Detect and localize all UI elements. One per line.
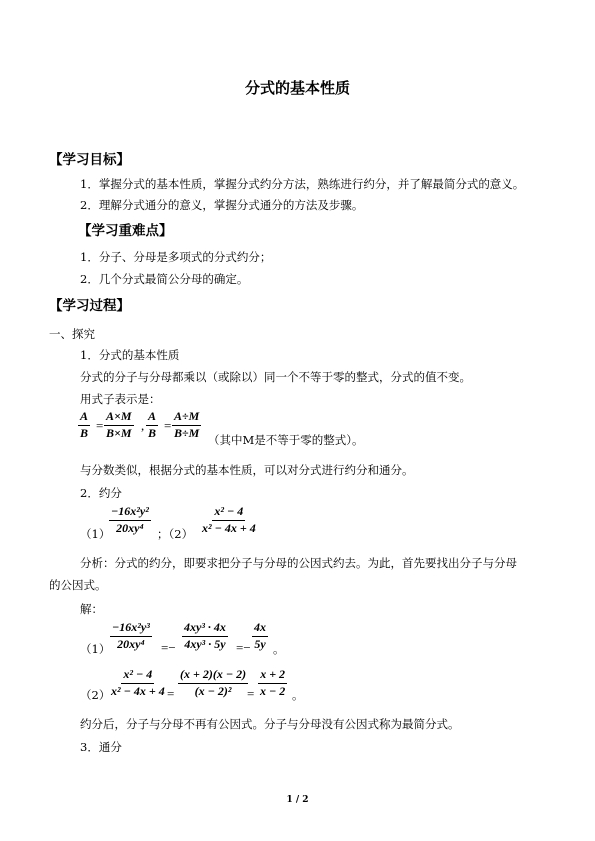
denominator: 5y bbox=[254, 636, 266, 651]
goal-item-2: 2．理解分式通分的意义，掌握分式通分的方法及步骤。 bbox=[80, 198, 364, 212]
numerator: x² − 4 bbox=[212, 505, 245, 521]
part1-label: 一、探究 bbox=[49, 327, 95, 341]
fraction bbox=[252, 621, 268, 652]
numerator: x² − 4 bbox=[121, 668, 154, 684]
denominator: 20xy⁴ bbox=[117, 636, 145, 651]
page-number: 1 / 2 bbox=[286, 795, 309, 805]
fraction bbox=[146, 410, 158, 441]
example-1-label: （1） bbox=[80, 527, 111, 541]
fraction bbox=[109, 668, 167, 699]
comma: , bbox=[141, 418, 145, 433]
formula-intro: 用式子表示是： bbox=[80, 392, 161, 406]
analysis-text-cont: 的公因式。 bbox=[49, 578, 107, 592]
denominator: x² − 4x + 4 bbox=[111, 683, 165, 698]
denominator: B bbox=[80, 425, 89, 440]
process-heading: 【学习过程】 bbox=[49, 298, 130, 314]
fraction bbox=[110, 621, 152, 652]
denominator: (x − 2)² bbox=[194, 683, 232, 698]
numerator: 4xy³ · 4x bbox=[182, 621, 228, 637]
equals-sign: = bbox=[247, 686, 255, 701]
key-point-item-1: 1．分子、分母是多项式的分式约分； bbox=[80, 250, 272, 264]
equals-sign: = bbox=[167, 686, 175, 701]
solution-label: 解： bbox=[80, 602, 103, 616]
numerator: −16x²y² bbox=[109, 505, 151, 521]
denominator: x² − 4x + 4 bbox=[202, 520, 256, 535]
equals-minus: =− bbox=[236, 640, 251, 655]
denominator: 20xy⁴ bbox=[116, 520, 144, 535]
fraction bbox=[200, 505, 258, 536]
denominator: B bbox=[148, 425, 157, 440]
denominator: 4xy³ · 5y bbox=[184, 636, 226, 651]
example-separator: ；（2） bbox=[157, 527, 194, 541]
denominator: B÷M bbox=[174, 425, 200, 440]
numerator: x + 2 bbox=[258, 668, 287, 684]
numerator: 4x bbox=[252, 621, 268, 637]
goal-item-1: 1．掌握分式的基本性质，掌握分式约分方法，熟练进行约分，并了解最简分式的意义。 bbox=[80, 177, 525, 191]
analogy-text: 与分数类似，根据分式的基本性质，可以对分式进行约分和通分。 bbox=[80, 463, 414, 477]
numerator: A bbox=[78, 410, 90, 426]
numerator: (x + 2)(x − 2) bbox=[178, 668, 248, 684]
numerator: A bbox=[146, 410, 158, 426]
numerator: −16x²y³ bbox=[110, 621, 152, 637]
key-point-item-2: 2．几个分式最简公分母的确定。 bbox=[80, 272, 249, 286]
subsection-1: 1．分式的基本性质 bbox=[80, 348, 180, 362]
fraction bbox=[109, 505, 151, 536]
fraction bbox=[178, 668, 248, 699]
equals-sign: = bbox=[164, 418, 172, 433]
analysis-text: 分析：分式的约分，即要求把分子与分母的公因式约去。为此，首先要找出分子与分母 bbox=[80, 556, 517, 570]
equals-sign: = bbox=[96, 418, 104, 433]
period: 。 bbox=[273, 642, 285, 656]
subsection-2: 2．约分 bbox=[80, 486, 122, 500]
conclusion-text: 约分后，分子与分母不再有公因式。分子与分母没有公因式称为最简分式。 bbox=[80, 717, 460, 731]
fraction bbox=[104, 410, 134, 441]
solution-2-label: （2） bbox=[80, 688, 111, 702]
subsection-3: 3．通分 bbox=[80, 740, 122, 754]
goals-heading: 【学习目标】 bbox=[49, 152, 130, 168]
denominator: B×M bbox=[106, 425, 132, 440]
property-text: 分式的分子与分母都乘以（或除以）同一个不等于零的整式，分式的值不变。 bbox=[80, 370, 471, 384]
page-title: 分式的基本性质 bbox=[244, 79, 350, 97]
formula-note: （其中M是不等于零的整式）。 bbox=[208, 433, 364, 447]
fraction bbox=[182, 621, 228, 652]
fraction bbox=[172, 410, 201, 441]
numerator: A×M bbox=[104, 410, 134, 426]
solution-1-label: （1） bbox=[80, 642, 111, 656]
period: 。 bbox=[292, 688, 304, 702]
denominator: x − 2 bbox=[260, 683, 286, 698]
numerator: A÷M bbox=[172, 410, 201, 426]
fraction bbox=[78, 410, 90, 441]
fraction bbox=[258, 668, 287, 699]
key-points-heading: 【学习重难点】 bbox=[78, 223, 173, 239]
equals-minus: =− bbox=[161, 640, 176, 655]
